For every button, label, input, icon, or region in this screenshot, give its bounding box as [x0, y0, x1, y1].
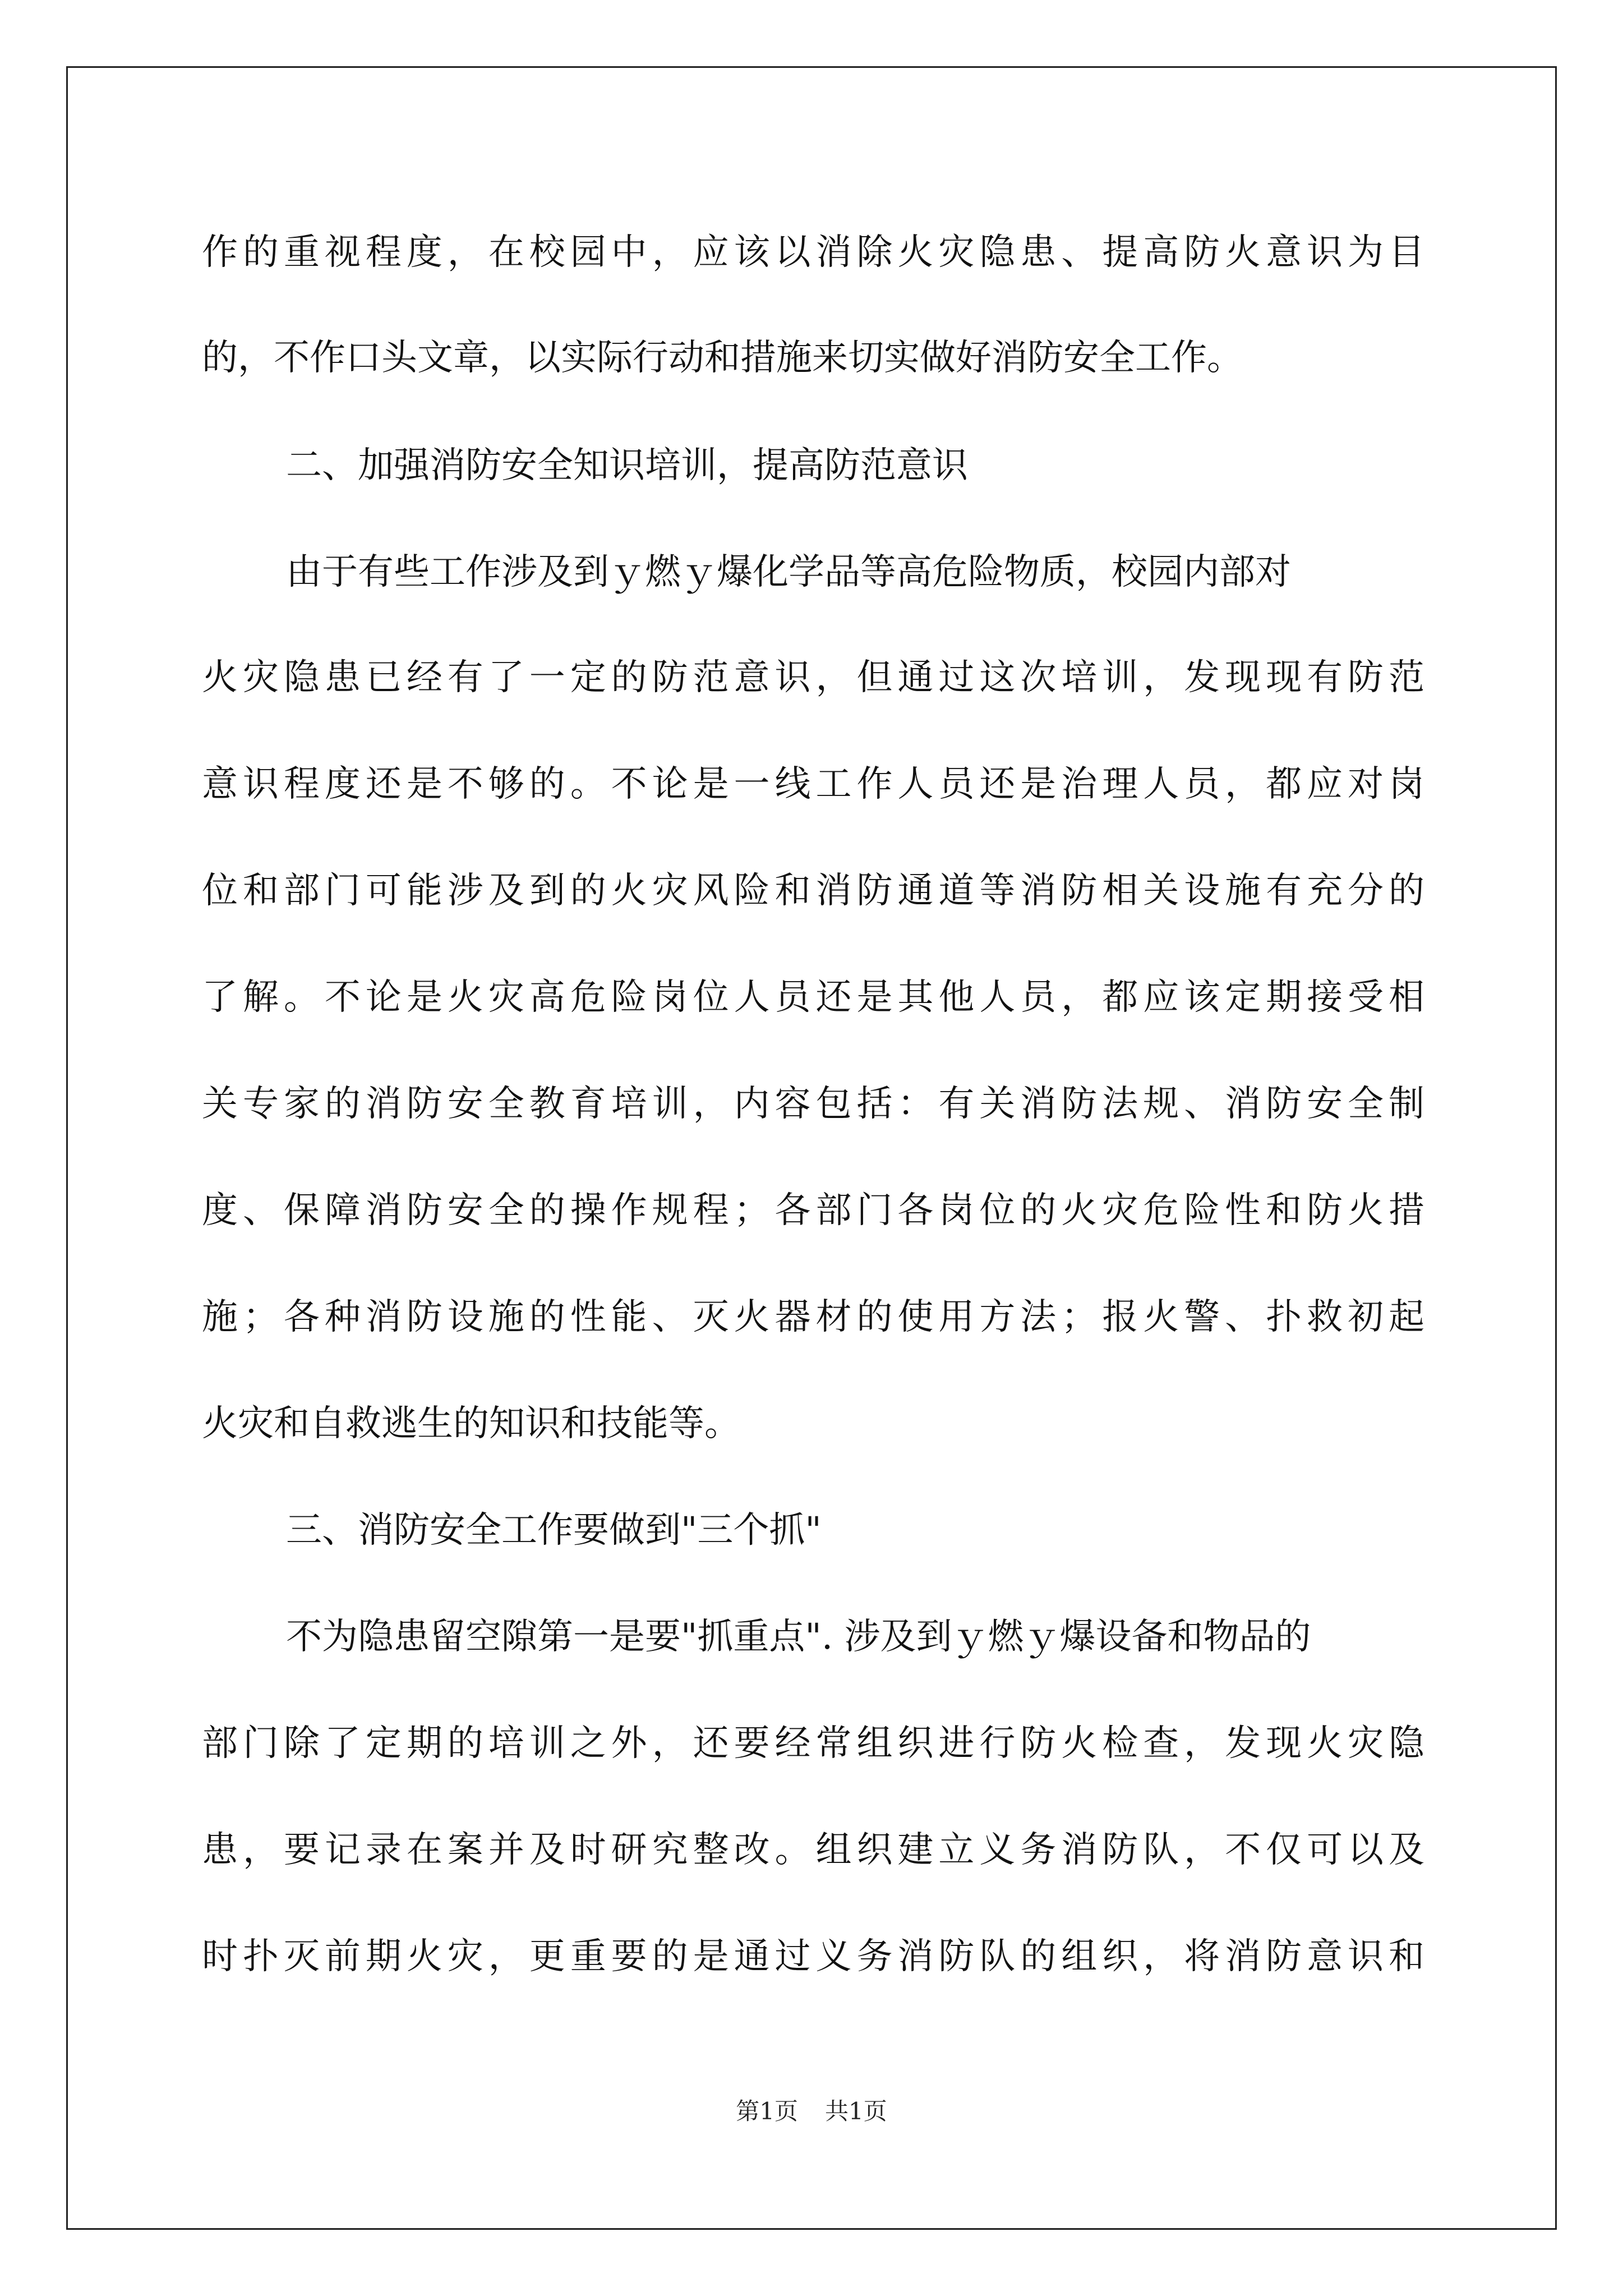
body-line: 由于有些工作涉及到ｙ燃ｙ爆化学品等高危险物质，校园内部对 [286, 551, 1291, 593]
body-line: 患，要记录在案并及时研究整改。组织建立义务消防队，不仅可以及 [202, 1829, 1424, 1871]
page-footer [0, 2095, 1623, 2128]
body-line: 施；各种消防设施的性能、灭火器材的使用方法；报火警、扑救初起 [202, 1296, 1424, 1338]
body-line: 的，不作口头文章，以实际行动和措施来切实做好消防安全工作。 [202, 337, 1243, 379]
body-line: 时扑灭前期火灾，更重要的是通过义务消防队的组织，将消防意识和 [202, 1936, 1424, 1977]
section-heading: 三、消防安全工作要做到"三个抓" [286, 1510, 822, 1551]
body-line: 部门除了定期的培训之外，还要经常组织进行防火检查，发现火灾隐 [202, 1723, 1424, 1764]
body-line: 火灾隐患已经有了一定的防范意识，但通过这次培训，发现现有防范 [202, 657, 1424, 698]
body-line: 意识程度还是不够的。不论是一线工作人员还是治理人员，都应对岗 [202, 763, 1424, 805]
body-line: 了解。不论是火灾高危险岗位人员还是其他人员，都应该定期接受相 [202, 977, 1424, 1018]
body-line: 不为隐患留空隙第一是要"抓重点". 涉及到ｙ燃ｙ爆设备和物品的 [286, 1616, 1311, 1658]
section-heading: 二、加强消防安全知识培训，提高防范意识 [286, 445, 968, 486]
body-line: 位和部门可能涉及到的火灾风险和消防通道等消防相关设施有充分的 [202, 870, 1424, 912]
page-number: 第1页 [736, 2097, 798, 2125]
body-line: 关专家的消防安全教育培训，内容包括：有关消防法规、消防安全制 [202, 1083, 1424, 1125]
page-total: 共1页 [825, 2097, 887, 2125]
body-line: 火灾和自救逃生的知识和技能等。 [202, 1403, 740, 1444]
body-line: 度、保障消防安全的操作规程；各部门各岗位的火灾危险性和防火措 [202, 1190, 1424, 1231]
body-line: 作的重视程度，在校园中，应该以消除火灾隐患、提高防火意识为目 [202, 232, 1424, 273]
